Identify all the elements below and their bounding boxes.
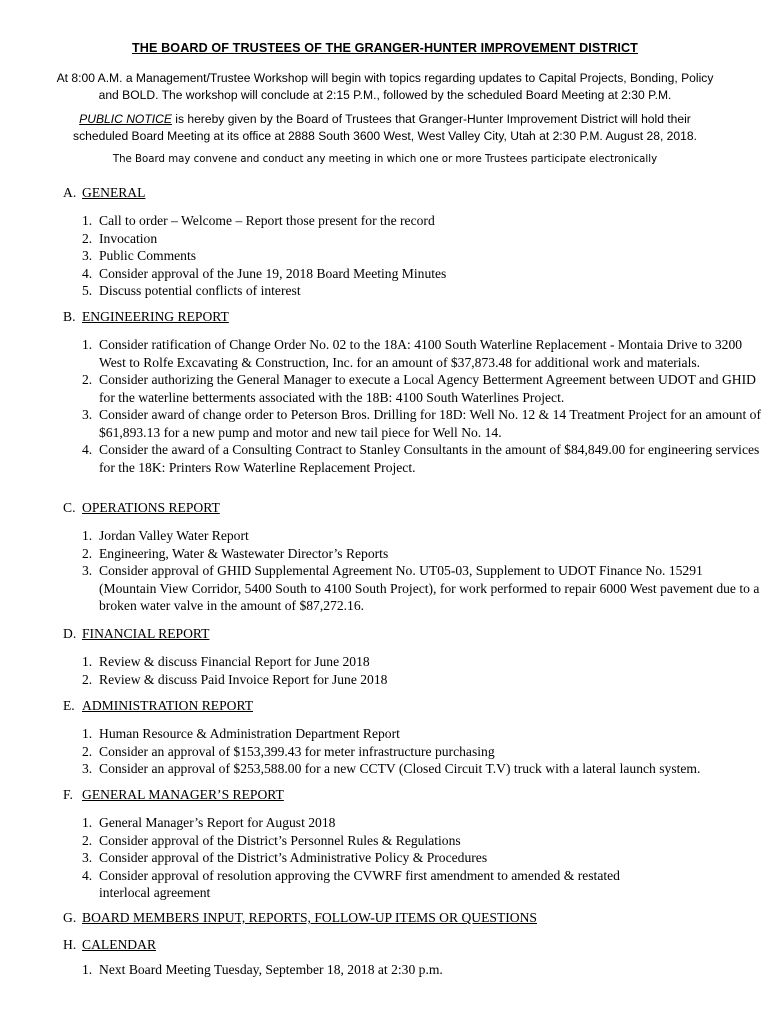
- public-notice-line-1: is hereby given by the Board of Trustees that Granger-Hunter Improvement District will hold their: [171, 112, 691, 126]
- item-number: 1.: [82, 654, 93, 669]
- section-operations-heading: [63, 500, 220, 516]
- section-letter: C.: [63, 500, 76, 515]
- list-item: [82, 230, 762, 248]
- item-number: 4.: [82, 867, 93, 883]
- list-item: [82, 247, 762, 265]
- item-text: Human Resource & Administration Department Report: [99, 726, 400, 741]
- list-item: [82, 527, 762, 545]
- item-text: Discuss potential conflicts of interest: [99, 283, 301, 298]
- electronic-participation-note: The Board may convene and conduct any meeting in which one or more Trustees participate electronically: [112, 154, 658, 165]
- section-letter: H.: [63, 937, 77, 952]
- section-general-list: [82, 212, 762, 300]
- item-text: Next Board Meeting Tuesday, September 18, 2018 at 2:30 p.m.: [99, 962, 443, 977]
- item-text: Engineering, Water & Wastewater Director’s Reports: [99, 545, 389, 561]
- public-notice: [40, 111, 730, 145]
- section-letter: B.: [63, 309, 76, 324]
- list-item: [82, 562, 762, 615]
- section-operations-list: [82, 527, 762, 615]
- section-administration-list: [82, 725, 762, 778]
- section-name: FINANCIAL REPORT: [82, 626, 210, 641]
- item-number: 4.: [82, 442, 93, 457]
- item-number: 2.: [82, 743, 93, 759]
- item-number: 3.: [82, 761, 93, 776]
- list-item: [82, 371, 762, 406]
- list-item: [82, 406, 762, 441]
- item-number: 2.: [82, 545, 93, 561]
- item-number: 3.: [82, 563, 93, 578]
- item-text: Consider the award of a Consulting Contract to Stanley Consultants in the amount of $84,849.00 for engineering services for the 18K: Printers Row Waterline Replacement Project.: [99, 442, 760, 475]
- item-number: 1.: [82, 726, 93, 741]
- item-text: Consider approval of resolution approving the CVWRF first amendment to amended & restated interlocal agreement: [99, 867, 620, 900]
- item-number: 3.: [82, 248, 93, 263]
- item-number: 3.: [82, 850, 93, 865]
- section-calendar-heading: [63, 937, 156, 953]
- item-number: 1.: [82, 815, 93, 830]
- list-item: [82, 760, 762, 778]
- list-item: [82, 725, 762, 743]
- section-letter: E.: [63, 698, 75, 713]
- item-number: 1.: [82, 528, 93, 543]
- section-letter: A.: [63, 185, 77, 200]
- section-name: ENGINEERING REPORT: [82, 309, 229, 324]
- item-number: 2.: [82, 832, 93, 848]
- section-board-members-heading: [63, 910, 537, 926]
- item-number: 3.: [82, 407, 93, 422]
- section-letter: F.: [63, 787, 73, 802]
- section-general-manager-heading: [63, 787, 284, 803]
- section-administration-heading: [63, 698, 253, 714]
- item-text: Review & discuss Paid Invoice Report for June 2018: [99, 671, 388, 687]
- list-item: [82, 282, 762, 300]
- workshop-line-2: and BOLD. The workshop will conclude at 2:15 P.M., followed by the scheduled Board Meeting at 2:30 P.M.: [98, 88, 672, 102]
- document-title: THE BOARD OF TRUSTEES OF THE GRANGER-HUNTER IMPROVEMENT DISTRICT: [132, 41, 638, 55]
- list-item: [82, 867, 659, 902]
- section-name: GENERAL MANAGER’S REPORT: [82, 787, 284, 802]
- item-number: 5.: [82, 283, 93, 298]
- item-number: 1.: [82, 962, 93, 977]
- item-text: Consider an approval of $253,588.00 for a new CCTV (Closed Circuit T.V) truck with a lateral launch system.: [99, 761, 701, 776]
- list-item: [82, 849, 762, 867]
- item-text: Consider approval of the June 19, 2018 Board Meeting Minutes: [99, 265, 447, 281]
- list-item: [82, 545, 762, 563]
- list-item: [82, 961, 762, 979]
- item-text: Jordan Valley Water Report: [99, 528, 249, 543]
- section-name: GENERAL: [82, 185, 146, 200]
- item-text: Consider approval of the District’s Administrative Policy & Procedures: [99, 850, 488, 865]
- section-general-manager-list: [82, 814, 762, 902]
- item-text: Consider award of change order to Peterson Bros. Drilling for 18D: Well No. 12 & 14 Treatment Project for an amount of $61,893.13 for a new pump and motor and new tail piece for Well No. 14.: [99, 407, 761, 440]
- section-general-heading: [63, 185, 145, 201]
- item-text: Public Comments: [99, 248, 197, 263]
- item-text: Call to order – Welcome – Report those present for the record: [99, 213, 435, 228]
- item-text: Consider an approval of $153,399.43 for meter infrastructure purchasing: [99, 743, 495, 759]
- section-name: CALENDAR: [82, 937, 157, 952]
- item-text: Consider approval of the District’s Personnel Rules & Regulations: [99, 832, 461, 848]
- list-item: [82, 265, 762, 283]
- list-item: [82, 832, 762, 850]
- section-name: ADMINISTRATION REPORT: [82, 698, 253, 713]
- section-letter: D.: [63, 626, 77, 641]
- section-name: BOARD MEMBERS INPUT, REPORTS, FOLLOW-UP ITEMS OR QUESTIONS: [82, 910, 537, 925]
- item-number: 2.: [82, 372, 93, 387]
- workshop-line-1: At 8:00 A.M. a Management/Trustee Workshop will begin with topics regarding updates to Capital Projects, Bonding, Policy: [56, 71, 714, 85]
- list-item: [82, 653, 762, 671]
- list-item: [82, 212, 762, 230]
- item-text: Consider approval of GHID Supplemental Agreement No. UT05-03, Supplement to UDOT Finance No. 15291 (Mountain View Corridor, 5400 South to 4100 South Project), for work performed to repair 6000 West pavement due to a broken water valve in the amount of $87,272.16.: [99, 563, 760, 613]
- item-number: 2.: [82, 230, 93, 246]
- item-number: 1.: [82, 337, 93, 352]
- item-number: 2.: [82, 671, 93, 687]
- workshop-notice: [30, 70, 740, 104]
- section-engineering-list: [82, 336, 762, 476]
- list-item: [82, 336, 762, 371]
- public-notice-line-2: scheduled Board Meeting at its office at 2888 South 3600 West, West Valley City, Utah at 2:30 P.M. August 28, 2018.: [73, 129, 697, 143]
- list-item: [82, 814, 762, 832]
- list-item: [82, 671, 762, 689]
- section-financial-heading: [63, 626, 209, 642]
- item-text: Invocation: [99, 230, 158, 246]
- item-number: 1.: [82, 213, 93, 228]
- item-text: Consider ratification of Change Order No. 02 to the 18A: 4100 South Waterline Replacement - Montaia Drive to 3200 West to Rolfe Excavating & Construction, Inc. for an amount of $37,873.48 for additional work and materials.: [99, 337, 743, 370]
- item-text: Consider authorizing the General Manager to execute a Local Agency Betterment Agreement between UDOT and GHID for the waterline betterments associated with the 18B: 4100 South Waterlines Project.: [99, 372, 756, 405]
- item-text: General Manager’s Report for August 2018: [99, 815, 336, 830]
- public-notice-lead: PUBLIC NOTICE: [79, 112, 172, 126]
- section-name: OPERATIONS REPORT: [82, 500, 220, 515]
- section-financial-list: [82, 653, 762, 688]
- list-item: [82, 743, 762, 761]
- section-letter: G.: [63, 910, 77, 925]
- section-engineering-heading: [63, 309, 229, 325]
- list-item: [82, 441, 762, 476]
- section-calendar-list: [82, 961, 762, 979]
- item-text: Review & discuss Financial Report for June 2018: [99, 654, 370, 669]
- item-number: 4.: [82, 265, 93, 281]
